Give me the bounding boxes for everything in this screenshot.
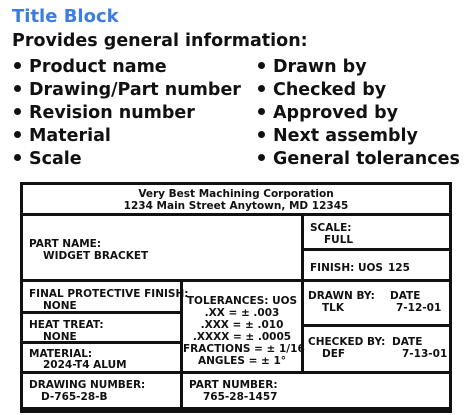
scale-label: SCALE: [310, 222, 352, 234]
bullet-dot-icon [14, 85, 21, 92]
tolerance-line: ANGLES = ± 1° [197, 355, 287, 367]
bullet-dot-icon [258, 154, 265, 161]
tolerances-cell [180, 279, 304, 374]
bullet-text: Checked by [273, 80, 387, 100]
finish-value: 125 [388, 262, 410, 274]
part-name-label: PART NAME: [29, 238, 102, 250]
title-block [20, 182, 452, 410]
bullet-item [14, 102, 241, 125]
bullet-dot-icon [258, 108, 265, 115]
material-value: 2024-T4 ALUM [43, 359, 127, 371]
drawn-by-cell [301, 279, 452, 327]
bullet-dot-icon [14, 154, 21, 161]
bullet-dot-icon [258, 85, 265, 92]
bullet-text: Drawing/Part number [29, 80, 241, 100]
drawn-by-value: TLK [322, 302, 344, 314]
tolerance-line: .XXX = ± .010 [200, 319, 284, 331]
bullet-dot-icon [14, 131, 21, 138]
company-address: 1234 Main Street Anytown, MD 12345 [123, 200, 349, 212]
bullet-text: Next assembly [273, 126, 418, 146]
heat-treat-value: NONE [43, 331, 77, 343]
scale-value: FULL [324, 234, 354, 246]
drawing-number-value: D-765-28-B [41, 391, 108, 403]
drawing-number-label: DRAWING NUMBER: [29, 379, 146, 391]
bullet-item [14, 125, 241, 148]
final-finish-value: NONE [43, 300, 77, 312]
bullet-dot-icon [14, 62, 21, 69]
tolerance-line: .XX = ± .003 [204, 307, 280, 319]
bullet-dot-icon [258, 131, 265, 138]
checked-date-value: 7-13-01 [402, 348, 448, 360]
scale-cell [301, 213, 452, 251]
drawn-date-value: 7-12-01 [396, 302, 442, 314]
final-finish-cell [20, 279, 189, 314]
material-label: MATERIAL: [29, 348, 93, 360]
material-cell [20, 341, 183, 374]
final-finish-label: FINAL PROTECTIVE FINISH: [29, 288, 189, 300]
bullet-text: Scale [29, 149, 82, 169]
bullet-item [14, 148, 241, 171]
bullet-item [258, 102, 460, 125]
heat-treat-label: HEAT TREAT: [29, 319, 104, 331]
drawn-by-label: DRAWN BY: [308, 290, 375, 302]
bullet-text: Product name [29, 57, 167, 77]
bullet-text: Drawn by [273, 57, 367, 77]
bullet-dot-icon [258, 62, 265, 69]
bullet-item [14, 79, 241, 102]
part-number-cell [180, 371, 452, 413]
heat-treat-cell [20, 311, 183, 344]
bullet-item [258, 79, 460, 102]
bullet-text: Revision number [29, 103, 195, 123]
finish-label: FINISH: UOS [310, 262, 383, 274]
tolerances-title: TOLERANCES: UOS [186, 295, 298, 307]
bullet-item [258, 148, 460, 171]
part-name-value: WIDGET BRACKET [43, 250, 149, 262]
tolerance-line: FRACTIONS = ± 1/16 [183, 343, 305, 355]
drawn-date-label: DATE [390, 290, 421, 302]
drawing-number-cell [20, 371, 183, 413]
part-number-value: 765-28-1457 [203, 391, 278, 403]
checked-date-label: DATE [392, 336, 423, 348]
bullet-text: General tolerances [273, 149, 460, 169]
checked-by-value: DEF [322, 348, 346, 360]
bullet-text: Material [29, 126, 111, 146]
finish-cell [301, 248, 452, 282]
bullet-item [258, 125, 460, 148]
checked-by-cell [301, 324, 452, 374]
bullet-dot-icon [14, 108, 21, 115]
bullet-text: Approved by [273, 103, 399, 123]
checked-by-label: CHECKED BY: [308, 336, 386, 348]
bullet-list-left [14, 56, 241, 171]
bullet-item [14, 56, 241, 79]
part-number-label: PART NUMBER: [189, 379, 278, 391]
part-name-cell [20, 213, 304, 282]
page-heading: Title Block [12, 6, 119, 27]
company-cell [20, 182, 452, 216]
bullet-list-right [258, 56, 460, 171]
company-name: Very Best Machining Corporation [138, 188, 334, 200]
page-subheading: Provides general information: [12, 31, 308, 51]
bullet-item [258, 56, 460, 79]
tolerance-line: .XXXX = ± .0005 [192, 331, 292, 343]
